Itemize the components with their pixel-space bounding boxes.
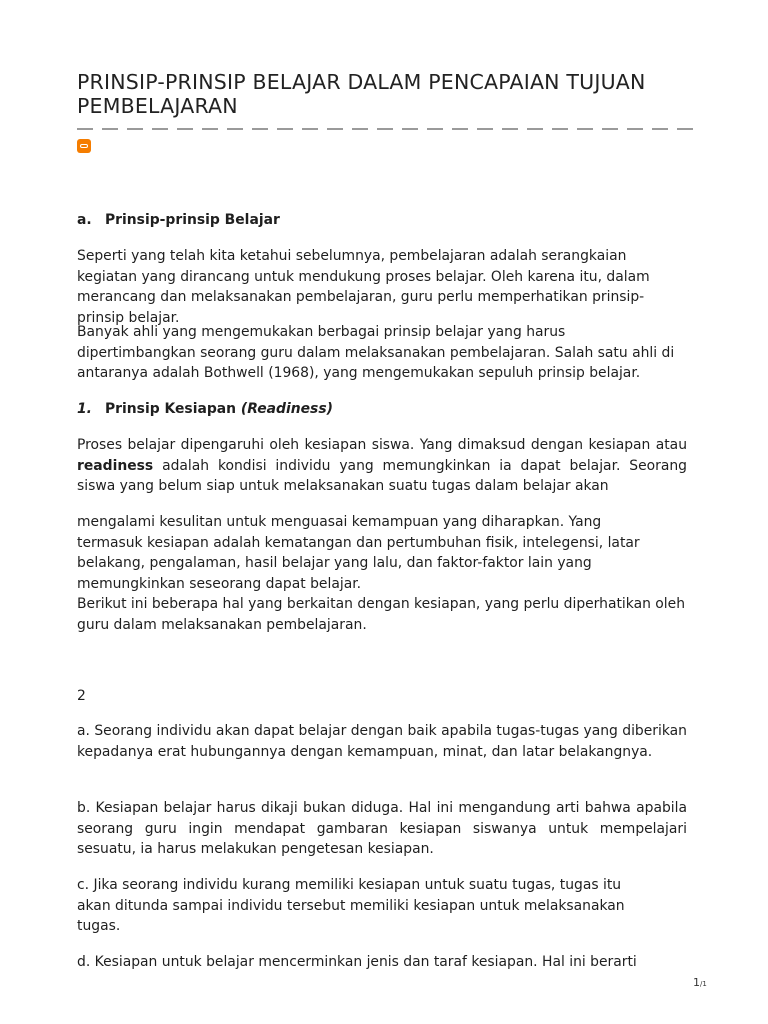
blogger-icon[interactable] — [77, 139, 91, 153]
page-marker: 2 — [77, 688, 86, 704]
section-marker: a. — [77, 212, 92, 228]
principle-marker: 1. — [77, 401, 92, 417]
readiness-cont-line: belakang, pengalaman, hasil belajar yang lalu, dan faktor-faktor lain yang — [77, 555, 592, 572]
list-item-c — [77, 875, 687, 937]
item-c-line: tugas. — [77, 918, 121, 935]
list-item-d: d. Kesiapan untuk belajar mencerminkan jenis dan taraf kesiapan. Hal ini berarti — [77, 954, 637, 970]
list-item-a: a. Seorang individu akan dapat belajar dengan baik apabila tugas-tugas yang diberikan kepadanya erat hubungannya dengan kemampuan, minat, dan latar belakangnya. — [77, 723, 687, 760]
readiness-cont-line: Berikut ini beberapa hal yang berkaitan dengan kesiapan, yang perlu diperhatikan oleh guru dalam melaksanakan pembelajaran. — [77, 596, 686, 633]
principle-heading-text: Prinsip Kesiapan — [105, 401, 237, 417]
title-divider — [77, 128, 693, 130]
readiness-text-before: Proses belajar dipengaruhi oleh kesiapan siswa. Yang dimaksud dengan kesiapan atau — [77, 437, 687, 453]
readiness-cont-line: termasuk kesiapan adalah kematangan dan pertumbuhan fisik, intelegensi, latar — [77, 534, 640, 551]
section-heading-text: Prinsip-prinsip Belajar — [105, 212, 280, 228]
page-number — [693, 976, 707, 989]
paragraph-intro: Seperti yang telah kita ketahui sebelumnya, pembelajaran adalah serangkaian kegiatan yang dirancang untuk mendukung proses belajar. Oleh karena itu, dalam merancang dan melaksanakan pembelajaran, guru perlu memperhatikan prinsip-prinsip belajar. — [77, 248, 650, 326]
page-total: /1 — [700, 980, 707, 988]
paragraph-bothwell: Banyak ahli yang mengemukakan berbagai prinsip belajar yang harus dipertimbangkan seorang guru dalam melaksanakan pembelajaran. Salah satu ahli di antaranya adalah Bothwell (1968), yang mengemukakan sepuluh prinsip belajar. — [77, 324, 675, 382]
readiness-cont-line: mengalami kesulitan untuk menguasai kemampuan yang diharapkan. Yang — [77, 514, 602, 530]
list-item-b: b. Kesiapan belajar harus dikaji bukan diduga. Hal ini mengandung arti bahwa apabila seorang guru ingin mendapat gambaran kesiapan siswanya untuk mempelajari sesuatu, ia harus melakukan pengetesan kesiapan. — [77, 800, 687, 858]
paragraph-readiness — [77, 435, 687, 497]
page-current: 1 — [693, 976, 700, 989]
section-heading — [77, 210, 687, 231]
document-title: PRINSIP-PRINSIP BELAJAR DALAM PENCAPAIAN TUJUAN PEMBELAJARAN — [77, 70, 646, 118]
readiness-bold-term: readiness — [77, 457, 154, 474]
principle-heading — [77, 399, 687, 420]
readiness-cont-line: memungkinkan seseorang dapat belajar. — [77, 575, 362, 592]
item-c-line: akan ditunda sampai individu tersebut memiliki kesiapan untuk melaksanakan — [77, 897, 625, 914]
readiness-text-after: adalah kondisi individu yang memungkinkan ia dapat belajar. Seorang siswa yang belum siap untuk melaksanakan suatu tugas dalam belajar akan — [77, 457, 687, 495]
principle-heading-italic: (Readiness) — [240, 401, 333, 417]
item-c-line: c. Jika seorang individu kurang memiliki kesiapan untuk suatu tugas, tugas itu — [77, 877, 622, 893]
paragraph-readiness-cont — [77, 512, 687, 636]
